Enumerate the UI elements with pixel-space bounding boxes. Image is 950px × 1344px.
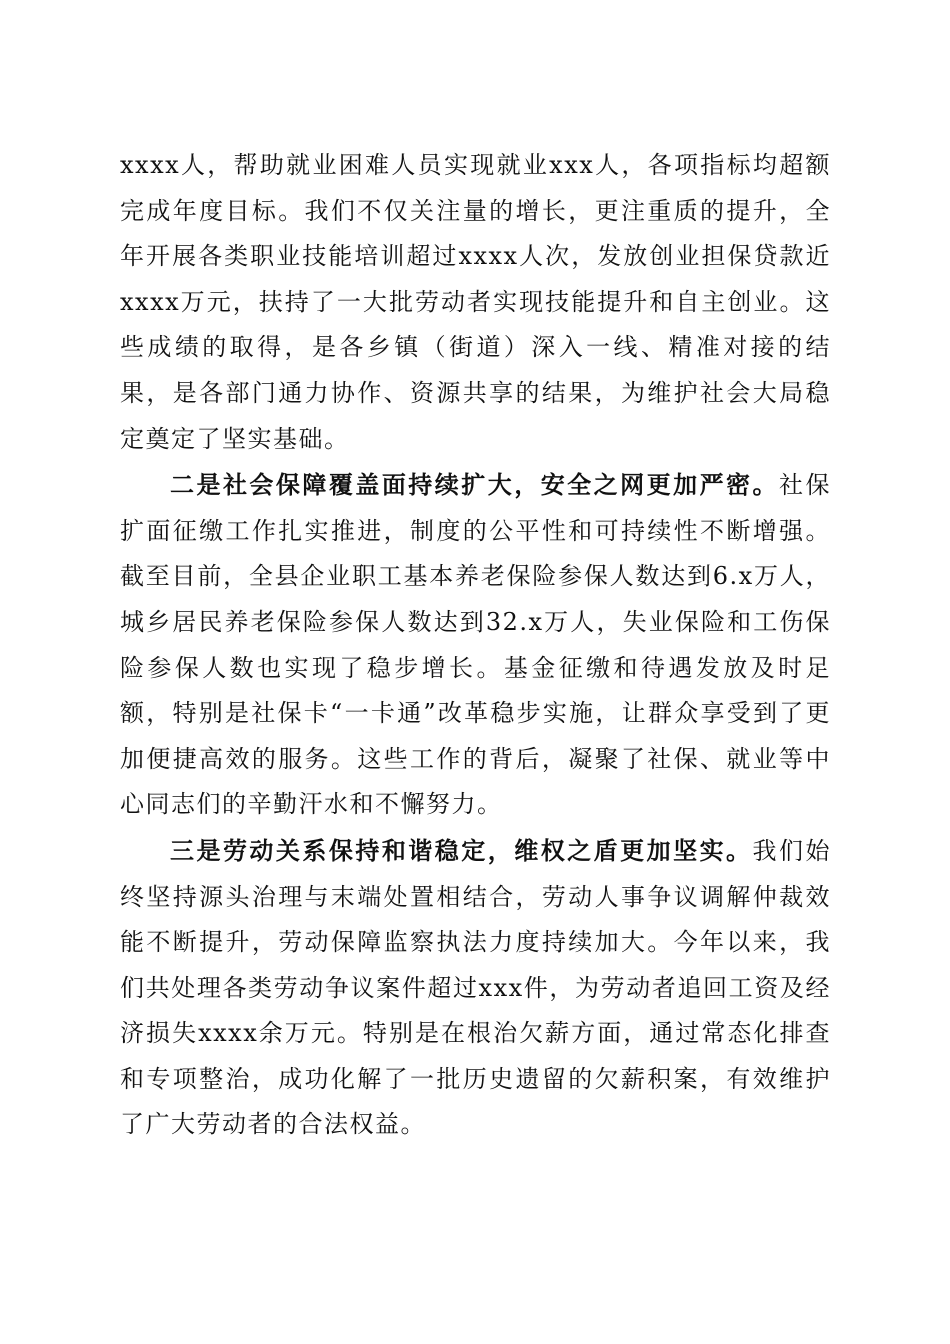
paragraph-text: 我们始终坚持源头治理与末端处置相结合，劳动人事争议调解仲裁效能不断提升，劳动保障监察执法力度持续加大。今年以来，我们共处理各类劳动争议案件超过xxx件，为劳动者追回工资及经济损失xxxx余万元。特别是在根治欠薪方面，通过常态化排查和专项整治，成功化解了一批历史遗留的欠薪积案，有效维护了广大劳动者的合法权益。 [120,836,832,1139]
paragraph-text: xxxx人，帮助就业困难人员实现就业xxx人，各项指标均超额完成年度目标。我们不仅关注量的增长，更注重质的提升，全年开展各类职业技能培训超过xxxx人次，发放创业担保贷款近xxxx万元，扶持了一大批劳动者实现技能提升和自主创业。这些成绩的取得，是各乡镇（街道）深入一线、精准对接的结果，是各部门通力协作、资源共享的结果，为维护社会大局稳定奠定了坚实基础。 [120,151,831,453]
paragraph-lead-heading: 三是劳动关系保持和谐稳定，维权之盾更加坚实。 [170,835,753,865]
paragraph-social-security [120,462,831,828]
paragraph-labor-relations [120,828,831,1148]
paragraph-lead-heading: 二是社会保障覆盖面持续扩大，安全之网更加严密。 [170,470,780,500]
paragraph-text: 社保扩面征缴工作扎实推进，制度的公平性和可持续性不断增强。截至目前，全县企业职工基本养老保险参保人数达到6.x万人，城乡居民养老保险参保人数达到32.x万人，失业保险和工伤保险参保人数也实现了稳步增长。基金征缴和待遇发放及时足额，特别是社保卡“一卡通”改革稳步实施，让群众享受到了更加便捷高效的服务。这些工作的背后，凝聚了社保、就业等中心同志们的辛勤汗水和不懈努力。 [120,471,832,819]
document-body [120,143,831,1148]
paragraph-employment-continued [120,143,831,462]
